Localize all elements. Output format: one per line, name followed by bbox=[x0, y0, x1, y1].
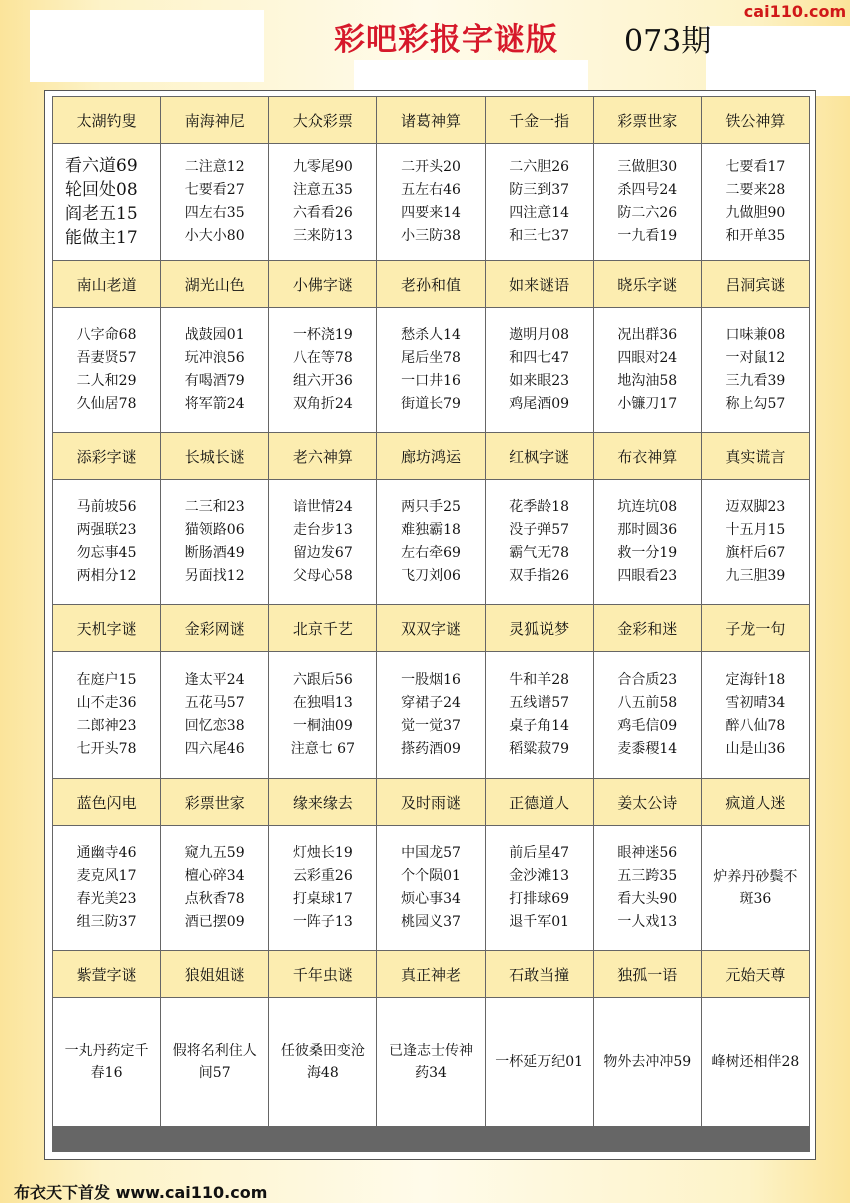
column-header: 双双字谜 bbox=[377, 605, 484, 651]
clue-cell bbox=[594, 998, 701, 1126]
clue-line: 麦克风17 bbox=[76, 868, 137, 884]
clue-line: 合合质23 bbox=[617, 672, 678, 688]
clue-line: 酒已摆09 bbox=[184, 914, 245, 930]
clue-line: 迈双脚23 bbox=[725, 499, 786, 515]
clue-line: 五线谱57 bbox=[509, 695, 570, 711]
clue-line: 山是山36 bbox=[725, 741, 786, 757]
clue-cell bbox=[594, 144, 701, 260]
clue-line: 没子弹57 bbox=[509, 522, 570, 538]
clue-line: 间57 bbox=[198, 1065, 231, 1081]
clue-line: 退千军01 bbox=[509, 914, 570, 930]
clue-line: 檀心碎34 bbox=[184, 868, 245, 884]
clue-line: 左右牵69 bbox=[401, 545, 461, 561]
clue-cell bbox=[702, 480, 809, 604]
clue-line: 桃园义37 bbox=[401, 914, 461, 930]
column-header: 湖光山色 bbox=[161, 261, 268, 307]
clue-line: 地沟油58 bbox=[617, 373, 678, 389]
clue-line: 八五前58 bbox=[617, 695, 678, 711]
clue-cell bbox=[594, 652, 701, 778]
clue-line: 四六尾46 bbox=[184, 741, 245, 757]
clue-line: 父母心58 bbox=[292, 568, 353, 584]
clue-line: 断肠酒49 bbox=[184, 545, 245, 561]
column-header: 真实谎言 bbox=[702, 433, 809, 479]
clue-line: 春16 bbox=[90, 1065, 123, 1081]
column-header: 彩票世家 bbox=[594, 97, 701, 143]
column-header: 石敢当撞 bbox=[486, 951, 593, 997]
clue-cell bbox=[53, 652, 160, 778]
column-header: 蓝色闪电 bbox=[53, 779, 160, 825]
clue-line: 马前坡56 bbox=[76, 499, 137, 515]
clue-line: 云彩重26 bbox=[292, 868, 353, 884]
clue-line: 七要看17 bbox=[725, 159, 786, 175]
clue-line: 打桌球17 bbox=[292, 891, 353, 907]
column-header: 大众彩票 bbox=[269, 97, 376, 143]
clue-line: 二三和23 bbox=[184, 499, 245, 515]
column-header: 紫萱字谜 bbox=[53, 951, 160, 997]
clue-line: 八字命68 bbox=[76, 327, 137, 343]
clue-line: 勿忘事45 bbox=[76, 545, 137, 561]
clue-line: 炉养丹砂鬓不 bbox=[713, 869, 798, 885]
clue-line: 前后星47 bbox=[509, 845, 570, 861]
clue-line: 猫领路06 bbox=[184, 522, 245, 538]
clue-line: 小大小80 bbox=[184, 228, 245, 244]
blank-panel-middle bbox=[354, 60, 588, 94]
clue-line: 小镰刀17 bbox=[617, 396, 678, 412]
clue-line: 三九看39 bbox=[725, 373, 786, 389]
clue-cell bbox=[161, 308, 268, 432]
clue-line: 二开头20 bbox=[401, 159, 461, 175]
clue-line: 四要来14 bbox=[401, 205, 461, 221]
clue-line: 桌子角14 bbox=[509, 718, 570, 734]
clue-line: 春光美23 bbox=[76, 891, 137, 907]
issue-number: 073期 bbox=[624, 24, 712, 59]
clue-line: 九三胆39 bbox=[725, 568, 786, 584]
clue-line: 尾后坐78 bbox=[401, 350, 461, 366]
clue-line: 杀四号24 bbox=[617, 182, 678, 198]
blank-panel-left bbox=[30, 10, 264, 82]
clue-line: 在独唱13 bbox=[292, 695, 353, 711]
column-header: 廊坊鸿运 bbox=[377, 433, 484, 479]
clue-line: 峰树还相伴28 bbox=[711, 1054, 800, 1070]
clue-line: 九做胆90 bbox=[725, 205, 786, 221]
clue-line: 四左右35 bbox=[184, 205, 245, 221]
clue-line: 两只手25 bbox=[401, 499, 461, 515]
clue-line: 一杯浇19 bbox=[292, 327, 353, 343]
clue-line: 二郎神23 bbox=[76, 718, 137, 734]
clue-line: 窥九五59 bbox=[184, 845, 245, 861]
clue-line: 鸡毛信09 bbox=[617, 718, 678, 734]
clue-line: 逢太平24 bbox=[184, 672, 245, 688]
clue-line: 阎老五15 bbox=[65, 204, 138, 224]
clue-line: 难独霸18 bbox=[401, 522, 461, 538]
column-header: 南山老道 bbox=[53, 261, 160, 307]
column-header: 南海神尼 bbox=[161, 97, 268, 143]
clue-line: 五左右46 bbox=[401, 182, 461, 198]
clue-line: 将军箭24 bbox=[184, 396, 245, 412]
clue-line: 能做主17 bbox=[65, 228, 138, 248]
clue-line: 三来防13 bbox=[292, 228, 353, 244]
clue-cell bbox=[702, 144, 809, 260]
clue-cell bbox=[377, 826, 484, 950]
clue-line: 两强联23 bbox=[76, 522, 137, 538]
clue-line: 玩冲浪56 bbox=[184, 350, 245, 366]
clue-line: 和四七47 bbox=[509, 350, 570, 366]
clue-line: 斑36 bbox=[739, 891, 772, 907]
clue-line: 在庭户15 bbox=[76, 672, 137, 688]
clue-line: 通幽寺46 bbox=[76, 845, 137, 861]
clue-cell bbox=[486, 826, 593, 950]
clue-line: 飞刀刘06 bbox=[401, 568, 461, 584]
column-header: 吕洞宾谜 bbox=[702, 261, 809, 307]
column-header: 千金一指 bbox=[486, 97, 593, 143]
clue-line: 山不走36 bbox=[76, 695, 137, 711]
clue-line: 愁杀人14 bbox=[401, 327, 461, 343]
clue-line: 打排球69 bbox=[509, 891, 570, 907]
clue-cell bbox=[161, 826, 268, 950]
column-header: 金彩和迷 bbox=[594, 605, 701, 651]
clue-line: 假将名利住人 bbox=[172, 1043, 257, 1059]
column-header: 真正神老 bbox=[377, 951, 484, 997]
clue-line: 街道长79 bbox=[401, 396, 461, 412]
column-header: 诸葛神算 bbox=[377, 97, 484, 143]
column-header: 金彩网谜 bbox=[161, 605, 268, 651]
clue-line: 一口井16 bbox=[401, 373, 461, 389]
clue-cell bbox=[53, 826, 160, 950]
clue-line: 看六道69 bbox=[65, 156, 138, 176]
clue-line: 组六开36 bbox=[292, 373, 353, 389]
clue-cell bbox=[594, 826, 701, 950]
clue-line: 二六胆26 bbox=[509, 159, 570, 175]
clue-line: 三做胆30 bbox=[617, 159, 678, 175]
column-header: 布衣神算 bbox=[594, 433, 701, 479]
column-header: 晓乐字谜 bbox=[594, 261, 701, 307]
clue-line: 二注意12 bbox=[184, 159, 245, 175]
column-header: 铁公神算 bbox=[702, 97, 809, 143]
column-header: 疯道人迷 bbox=[702, 779, 809, 825]
clue-line: 一杯延万纪01 bbox=[495, 1054, 584, 1070]
clue-line: 灯烛长19 bbox=[292, 845, 353, 861]
clue-line: 四注意14 bbox=[509, 205, 570, 221]
clue-cell bbox=[377, 998, 484, 1126]
column-header: 姜太公诗 bbox=[594, 779, 701, 825]
column-header: 正德道人 bbox=[486, 779, 593, 825]
clue-line: 吾妻贤57 bbox=[76, 350, 137, 366]
puzzle-grid bbox=[52, 96, 810, 1152]
clue-line: 定海针18 bbox=[725, 672, 786, 688]
clue-cell bbox=[269, 998, 376, 1126]
column-header: 小佛字谜 bbox=[269, 261, 376, 307]
clue-line: 口味兼08 bbox=[725, 327, 786, 343]
clue-cell bbox=[702, 652, 809, 778]
clue-line: 中国龙57 bbox=[401, 845, 461, 861]
column-header: 长城长谜 bbox=[161, 433, 268, 479]
clue-cell bbox=[53, 308, 160, 432]
clue-line: 旗杆后67 bbox=[725, 545, 786, 561]
clue-line: 海48 bbox=[306, 1065, 339, 1081]
clue-line: 搽药酒09 bbox=[401, 741, 461, 757]
clue-line: 如来眼23 bbox=[509, 373, 570, 389]
clue-line: 看大头90 bbox=[617, 891, 678, 907]
column-header: 独孤一语 bbox=[594, 951, 701, 997]
column-header: 及时雨谜 bbox=[377, 779, 484, 825]
column-header: 老孙和值 bbox=[377, 261, 484, 307]
clue-cell bbox=[377, 308, 484, 432]
clue-line: 谙世情24 bbox=[292, 499, 353, 515]
clue-line: 一股烟16 bbox=[401, 672, 461, 688]
clue-line: 九零尾90 bbox=[292, 159, 353, 175]
clue-line: 防三到37 bbox=[509, 182, 570, 198]
clue-line: 四眼看23 bbox=[617, 568, 678, 584]
clue-line: 坑连坑08 bbox=[617, 499, 678, 515]
column-header: 元始天尊 bbox=[702, 951, 809, 997]
clue-line: 金沙滩13 bbox=[509, 868, 570, 884]
clue-line: 点秋香78 bbox=[184, 891, 245, 907]
clue-line: 另面找12 bbox=[184, 568, 245, 584]
clue-cell bbox=[377, 480, 484, 604]
clue-line: 二要来28 bbox=[725, 182, 786, 198]
clue-line: 七开头78 bbox=[76, 741, 137, 757]
clue-line: 组三防37 bbox=[76, 914, 137, 930]
clue-line: 个个陨01 bbox=[401, 868, 461, 884]
clue-line: 六跟后56 bbox=[292, 672, 353, 688]
clue-line: 走台步13 bbox=[292, 522, 353, 538]
clue-cell bbox=[269, 480, 376, 604]
clue-line: 六看看26 bbox=[292, 205, 353, 221]
clue-line: 战鼓园01 bbox=[184, 327, 245, 343]
clue-line: 四眼对24 bbox=[617, 350, 678, 366]
clue-line: 双手指26 bbox=[509, 568, 570, 584]
footer-text: 布衣天下首发 www.cai110.com bbox=[14, 1183, 268, 1202]
clue-cell bbox=[269, 144, 376, 260]
column-header: 千年虫谜 bbox=[269, 951, 376, 997]
clue-line: 一九看19 bbox=[617, 228, 678, 244]
clue-line: 和三七37 bbox=[509, 228, 570, 244]
clue-cell bbox=[53, 480, 160, 604]
clue-line: 两相分12 bbox=[76, 568, 137, 584]
column-header: 缘来缘去 bbox=[269, 779, 376, 825]
clue-line: 久仙居78 bbox=[76, 396, 137, 412]
clue-line: 麦黍稷14 bbox=[617, 741, 678, 757]
clue-line: 那时圆36 bbox=[617, 522, 678, 538]
clue-line: 已逢志士传神 bbox=[388, 1043, 473, 1059]
clue-cell bbox=[702, 998, 809, 1126]
clue-line: 小三防38 bbox=[401, 228, 461, 244]
clue-cell bbox=[161, 998, 268, 1126]
clue-cell bbox=[269, 652, 376, 778]
clue-line: 留边发67 bbox=[292, 545, 353, 561]
clue-line: 和开单35 bbox=[725, 228, 786, 244]
clue-line: 一对鼠12 bbox=[725, 350, 786, 366]
clue-line: 一丸丹药定千 bbox=[64, 1043, 149, 1059]
clue-line: 霸气无78 bbox=[509, 545, 570, 561]
clue-cell bbox=[486, 652, 593, 778]
column-header: 天机字谜 bbox=[53, 605, 160, 651]
clue-line: 救一分19 bbox=[617, 545, 678, 561]
clue-cell bbox=[702, 308, 809, 432]
clue-line: 花季龄18 bbox=[509, 499, 570, 515]
clue-cell bbox=[161, 480, 268, 604]
clue-cell bbox=[161, 652, 268, 778]
clue-line: 轮回处08 bbox=[65, 180, 138, 200]
column-header: 红枫字谜 bbox=[486, 433, 593, 479]
clue-line: 防二六26 bbox=[617, 205, 678, 221]
clue-line: 注意五35 bbox=[292, 182, 353, 198]
clue-line: 十五月15 bbox=[725, 522, 786, 538]
column-header: 灵狐说梦 bbox=[486, 605, 593, 651]
clue-line: 眼神迷56 bbox=[617, 845, 678, 861]
clue-line: 烦心事34 bbox=[401, 891, 461, 907]
clue-cell bbox=[269, 308, 376, 432]
column-header: 北京千艺 bbox=[269, 605, 376, 651]
clue-line: 药34 bbox=[415, 1065, 447, 1081]
column-header: 添彩字谜 bbox=[53, 433, 160, 479]
column-header: 狼姐姐谜 bbox=[161, 951, 268, 997]
clue-line: 牛和羊28 bbox=[509, 672, 570, 688]
column-header: 老六神算 bbox=[269, 433, 376, 479]
clue-cell bbox=[486, 480, 593, 604]
page-title: 彩吧彩报字谜版 bbox=[334, 22, 558, 58]
clue-line: 称上勾57 bbox=[725, 396, 786, 412]
clue-cell bbox=[594, 480, 701, 604]
clue-line: 五三跨35 bbox=[617, 868, 678, 884]
clue-line: 物外去冲冲59 bbox=[603, 1054, 692, 1070]
column-header: 彩票世家 bbox=[161, 779, 268, 825]
clue-line: 任彼桑田变沧 bbox=[280, 1043, 365, 1059]
clue-cell bbox=[702, 826, 809, 950]
clue-cell bbox=[53, 998, 160, 1126]
clue-cell bbox=[377, 144, 484, 260]
blank-panel-right bbox=[706, 26, 850, 96]
clue-line: 一阵子13 bbox=[292, 914, 353, 930]
clue-cell bbox=[269, 826, 376, 950]
clue-line: 况出群36 bbox=[617, 327, 678, 343]
clue-line: 注意七 67 bbox=[290, 741, 355, 757]
column-header: 太湖钓叟 bbox=[53, 97, 160, 143]
clue-cell bbox=[486, 308, 593, 432]
clue-line: 觉一觉37 bbox=[401, 718, 461, 734]
clue-line: 醉八仙78 bbox=[725, 718, 786, 734]
clue-cell bbox=[53, 144, 160, 260]
clue-line: 遨明月08 bbox=[509, 327, 570, 343]
clue-line: 一人戏13 bbox=[617, 914, 678, 930]
site-watermark: cai110.com bbox=[743, 2, 847, 21]
clue-line: 鸡尾酒09 bbox=[509, 396, 570, 412]
clue-cell bbox=[161, 144, 268, 260]
column-header: 如来谜语 bbox=[486, 261, 593, 307]
clue-line: 穿裙子24 bbox=[401, 695, 461, 711]
clue-line: 回忆恋38 bbox=[184, 718, 245, 734]
clue-line: 五花马57 bbox=[184, 695, 245, 711]
clue-line: 双角折24 bbox=[292, 396, 353, 412]
clue-cell bbox=[594, 308, 701, 432]
clue-line: 一桐油09 bbox=[292, 718, 353, 734]
clue-line: 二人和29 bbox=[76, 373, 137, 389]
clue-line: 八在等78 bbox=[292, 350, 353, 366]
clue-line: 雪初晴34 bbox=[725, 695, 786, 711]
clue-cell bbox=[377, 652, 484, 778]
clue-cell bbox=[486, 144, 593, 260]
clue-line: 七要看27 bbox=[184, 182, 245, 198]
column-header: 子龙一句 bbox=[702, 605, 809, 651]
clue-line: 稻粱菽79 bbox=[509, 741, 570, 757]
clue-cell bbox=[486, 998, 593, 1126]
clue-line: 有喝酒79 bbox=[184, 373, 245, 389]
